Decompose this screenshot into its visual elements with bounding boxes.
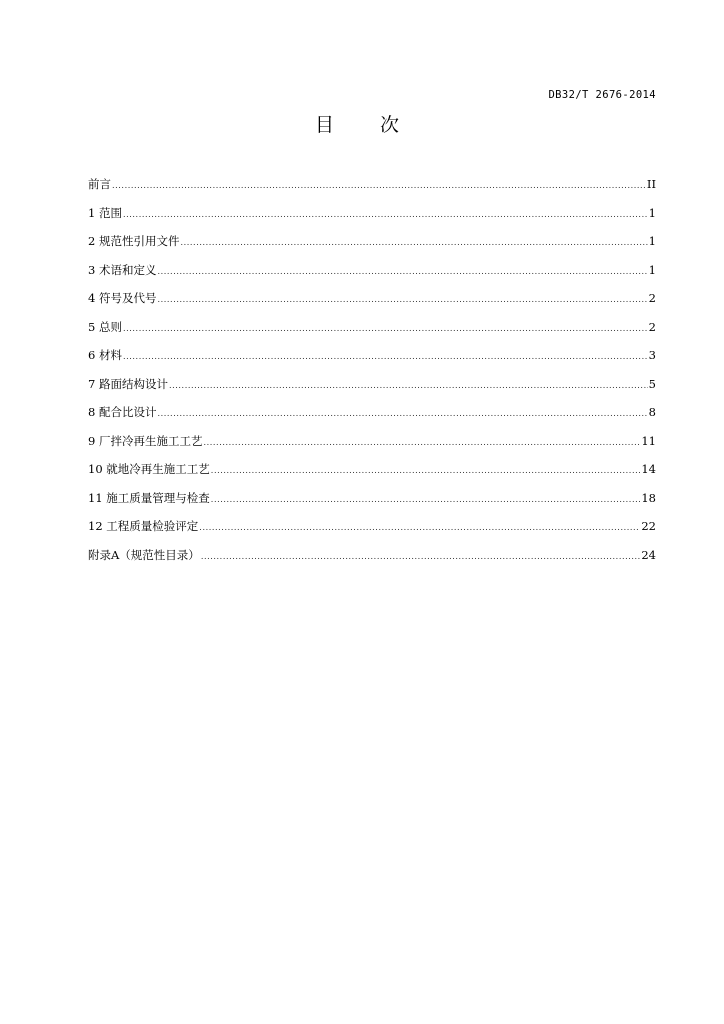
- toc-entry-page: 24: [641, 547, 656, 562]
- toc-leader-dots: [123, 348, 648, 366]
- toc-entry-1[interactable]: [88, 204, 656, 233]
- toc-leader-dots: [123, 320, 648, 338]
- toc-entry-label: 前言: [88, 177, 111, 191]
- toc-leader-dots: [169, 377, 648, 395]
- toc-entry-label: 9 厂拌冷再生施工工艺: [88, 433, 203, 448]
- toc-leader-dots: [112, 177, 646, 195]
- toc-entry-2[interactable]: [88, 232, 656, 261]
- toc-entry-8[interactable]: [88, 403, 656, 432]
- toc-leader-dots: [211, 462, 641, 480]
- toc-entry-6[interactable]: [88, 346, 656, 375]
- toc-entry-page: II: [646, 177, 656, 191]
- toc-entry-page: 1: [648, 234, 656, 248]
- toc-entry-page: 5: [648, 376, 656, 391]
- toc-entry-page: 2: [648, 319, 656, 334]
- toc-entry-appendix-a[interactable]: [88, 546, 656, 575]
- toc-entry-page: 1: [648, 262, 656, 277]
- toc-entry-label: 附录A（规范性目录）: [88, 547, 200, 562]
- toc-entry-page: 11: [641, 433, 656, 448]
- toc-entry-label: 7 路面结构设计: [88, 376, 168, 391]
- toc-leader-dots: [199, 519, 640, 537]
- toc-entry-label: 4 符号及代号: [88, 291, 157, 305]
- toc-leader-dots: [211, 491, 641, 509]
- toc-entry-page: 3: [648, 348, 656, 362]
- toc-entry-page: 2: [648, 291, 656, 305]
- toc-entry-label: 8 配合比设计: [88, 405, 157, 419]
- toc-leader-dots: [201, 548, 641, 566]
- toc-entry-label: 6 材料: [88, 348, 122, 362]
- toc-entry-label: 2 规范性引用文件: [88, 234, 180, 248]
- toc-leader-dots: [123, 206, 648, 224]
- toc-entry-7[interactable]: [88, 375, 656, 404]
- toc-entry-label: 3 术语和定义: [88, 262, 157, 277]
- document-code: DB32/T 2676-2014: [548, 89, 656, 101]
- toc-entry-preface[interactable]: [88, 175, 656, 204]
- toc-entry-page: 22: [641, 519, 656, 533]
- toc-entry-5[interactable]: [88, 318, 656, 347]
- table-of-contents: [88, 175, 656, 574]
- toc-entry-page: 14: [641, 462, 656, 476]
- toc-entry-11[interactable]: [88, 489, 656, 518]
- toc-leader-dots: [157, 291, 647, 309]
- page-title: 目 次: [314, 114, 420, 136]
- toc-entry-page: 18: [641, 490, 656, 505]
- toc-entry-page: 8: [648, 405, 656, 419]
- toc-entry-4[interactable]: [88, 289, 656, 318]
- toc-leader-dots: [180, 234, 647, 252]
- toc-entry-page: 1: [648, 205, 656, 220]
- toc-entry-label: 11 施工质量管理与检查: [88, 490, 210, 505]
- toc-entry-label: 10 就地冷再生施工工艺: [88, 462, 210, 476]
- toc-entry-10[interactable]: [88, 460, 656, 489]
- toc-entry-label: 12 工程质量检验评定: [88, 519, 199, 533]
- toc-leader-dots: [157, 405, 647, 423]
- toc-entry-9[interactable]: [88, 432, 656, 461]
- toc-leader-dots: [157, 263, 647, 281]
- toc-entry-3[interactable]: [88, 261, 656, 290]
- toc-entry-12[interactable]: [88, 517, 656, 546]
- toc-entry-label: 5 总则: [88, 319, 122, 334]
- toc-entry-label: 1 范围: [88, 205, 122, 220]
- toc-leader-dots: [203, 434, 640, 452]
